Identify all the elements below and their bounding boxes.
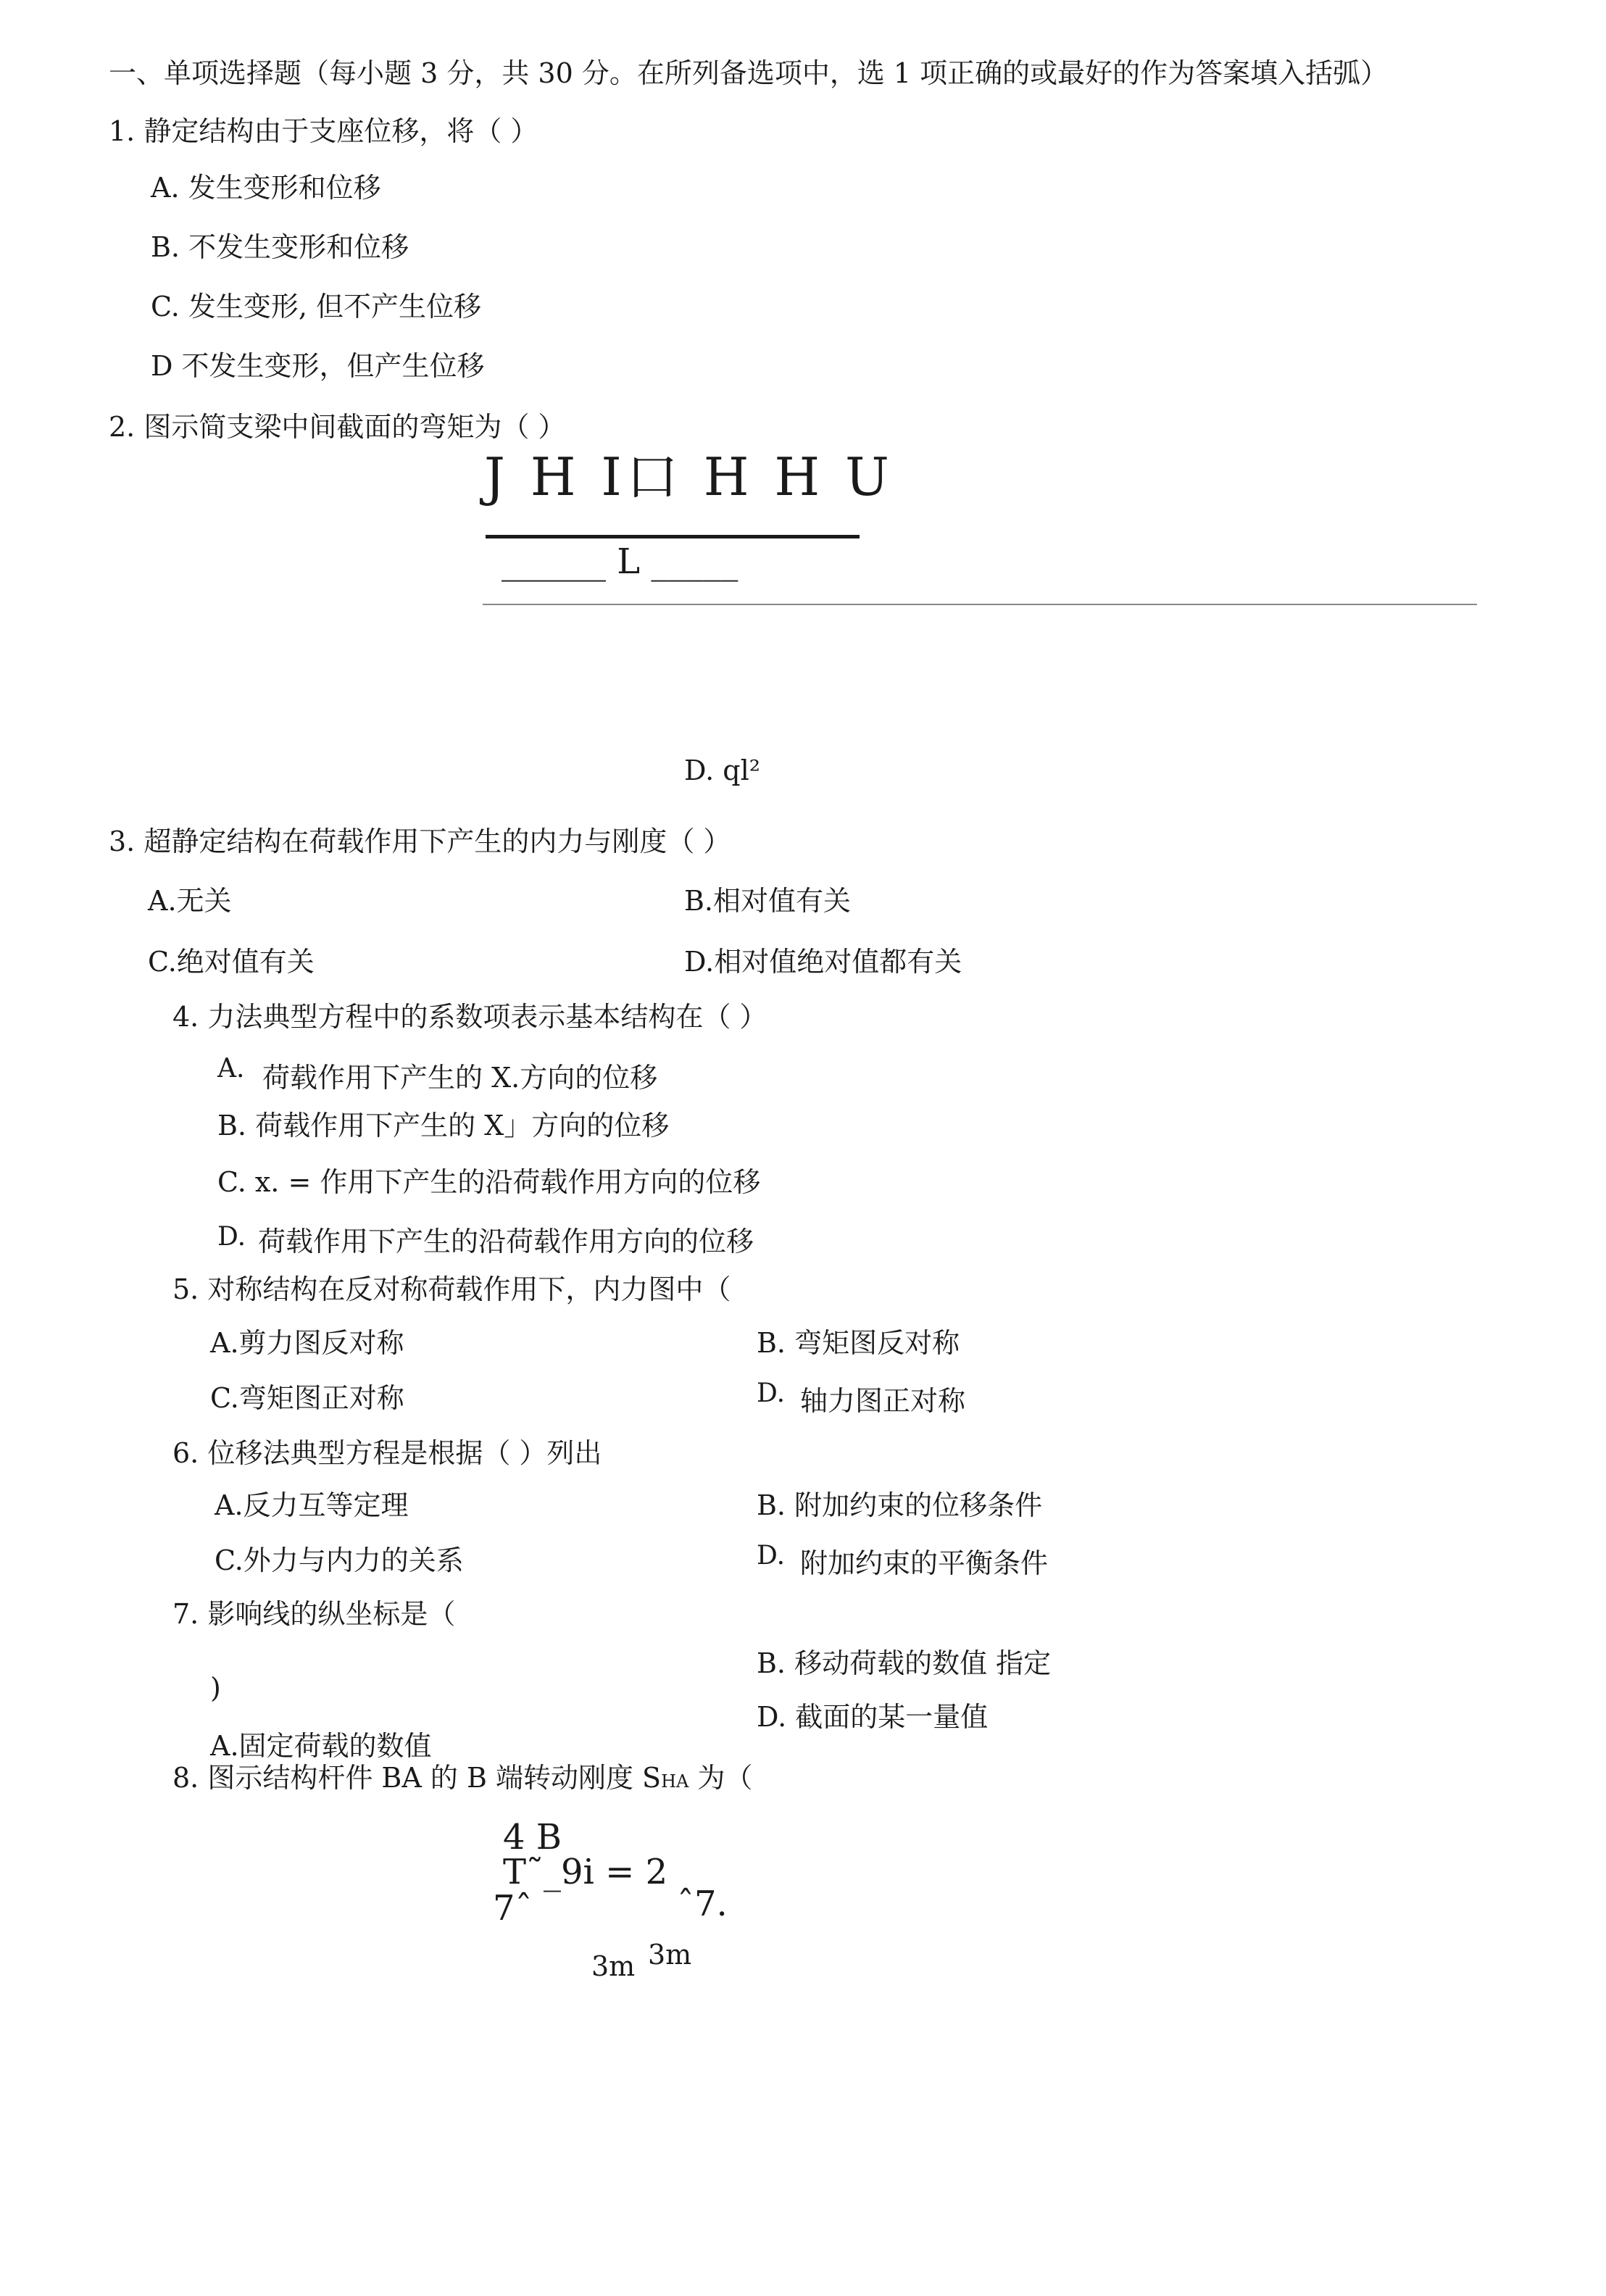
q7-option-d[interactable]: D. 截面的某一量值 xyxy=(757,1701,989,1733)
q6-option-d-letter[interactable]: D. xyxy=(757,1541,786,1571)
q7-stem-cont: ) xyxy=(210,1672,221,1704)
q2-stem: 2. 图示简支梁中间截面的弯矩为（ ） xyxy=(109,411,566,443)
q2-option-d[interactable]: D. ql² xyxy=(684,754,760,786)
q2-load-figure: J H I口 H H U xyxy=(484,446,894,507)
q4-option-c[interactable]: C. x. = 作用下产生的沿荷载作用方向的位移 xyxy=(217,1166,761,1198)
q2-beam-line xyxy=(486,535,860,538)
q7-option-b[interactable]: B. 移动荷载的数值 指定 xyxy=(757,1647,1052,1679)
q5-option-b[interactable]: B. 弯矩图反对称 xyxy=(757,1327,960,1359)
q3-option-c[interactable]: C.绝对值有关 xyxy=(148,946,315,978)
q8-figure-line3: 7ˆ xyxy=(493,1888,533,1929)
q1-option-c[interactable]: C. 发生变形, 但不产生位移 xyxy=(151,291,482,323)
q8-figure-line1: 4 B xyxy=(503,1817,562,1858)
q8-figure-line4: ˆ7. xyxy=(677,1884,728,1924)
q6-option-a[interactable]: A.反力互等定理 xyxy=(215,1489,409,1521)
q3-option-b[interactable]: B.相对值有关 xyxy=(684,885,852,917)
q5-option-c[interactable]: C.弯矩图正对称 xyxy=(210,1382,404,1414)
q3-option-d[interactable]: D.相对值绝对值都有关 xyxy=(684,946,962,978)
q8-stem xyxy=(172,1761,752,1798)
q4-option-a[interactable]: 荷载作用下产生的 X.方向的位移 xyxy=(262,1062,658,1094)
q5-option-d-letter[interactable]: D. xyxy=(757,1378,786,1408)
q1-option-d[interactable]: D 不发生变形，但产生位移 xyxy=(151,350,485,382)
q8-stem-tail: 为（ xyxy=(688,1762,753,1794)
q8-dim-left: 3m xyxy=(591,1950,636,1982)
q4-option-d-letter[interactable]: D. xyxy=(217,1222,246,1252)
q2-span-label: ______ L _____ xyxy=(502,541,738,582)
q4-stem: 4. 力法典型方程中的系数项表示基本结构在（ ） xyxy=(172,1001,767,1033)
q7-stem: 7. 影响线的纵坐标是（ xyxy=(172,1598,456,1630)
q6-option-d[interactable]: 附加约束的平衡条件 xyxy=(800,1547,1049,1579)
q5-option-d[interactable]: 轴力图正对称 xyxy=(800,1385,966,1417)
q8-dim-right: 3m xyxy=(648,1939,692,1971)
q1-option-b[interactable]: B. 不发生变形和位移 xyxy=(151,231,409,263)
q2-divider xyxy=(483,604,1477,605)
q4-option-b[interactable]: B. 荷载作用下产生的 X」方向的位移 xyxy=(217,1110,670,1141)
q6-option-c[interactable]: C.外力与内力的关系 xyxy=(215,1544,464,1576)
q4-option-d[interactable]: 荷载作用下产生的沿荷载作用方向的位移 xyxy=(258,1226,754,1257)
section-title: 一、单项选择题（每小题 3 分，共 30 分。在所列备选项中，选 1 项正确的或最好的作为答案填入括弧） xyxy=(109,57,1389,89)
q8-stem-text: 8. 图示结构杆件 BA 的 B 端转动刚度 S xyxy=(172,1762,662,1794)
q8-stem-sub: HA xyxy=(661,1771,689,1792)
q5-stem: 5. 对称结构在反对称荷载作用下，内力图中（ xyxy=(172,1273,731,1305)
q8-figure-line2: T˜_9i = 2 xyxy=(503,1852,668,1892)
q7-option-a[interactable]: A.固定荷载的数值 xyxy=(210,1730,432,1762)
q4-option-a-letter[interactable]: A. xyxy=(217,1054,245,1083)
q3-stem: 3. 超静定结构在荷载作用下产生的内力与刚度（ ） xyxy=(109,825,731,857)
q6-option-b[interactable]: B. 附加约束的位移条件 xyxy=(757,1489,1043,1521)
q6-stem: 6. 位移法典型方程是根据（ ）列出 xyxy=(172,1437,602,1469)
q5-option-a[interactable]: A.剪力图反对称 xyxy=(210,1327,404,1359)
q1-option-a[interactable]: A. 发生变形和位移 xyxy=(151,172,381,204)
q1-stem: 1. 静定结构由于支座位移，将（ ） xyxy=(109,115,538,147)
q3-option-a[interactable]: A.无关 xyxy=(148,885,232,917)
